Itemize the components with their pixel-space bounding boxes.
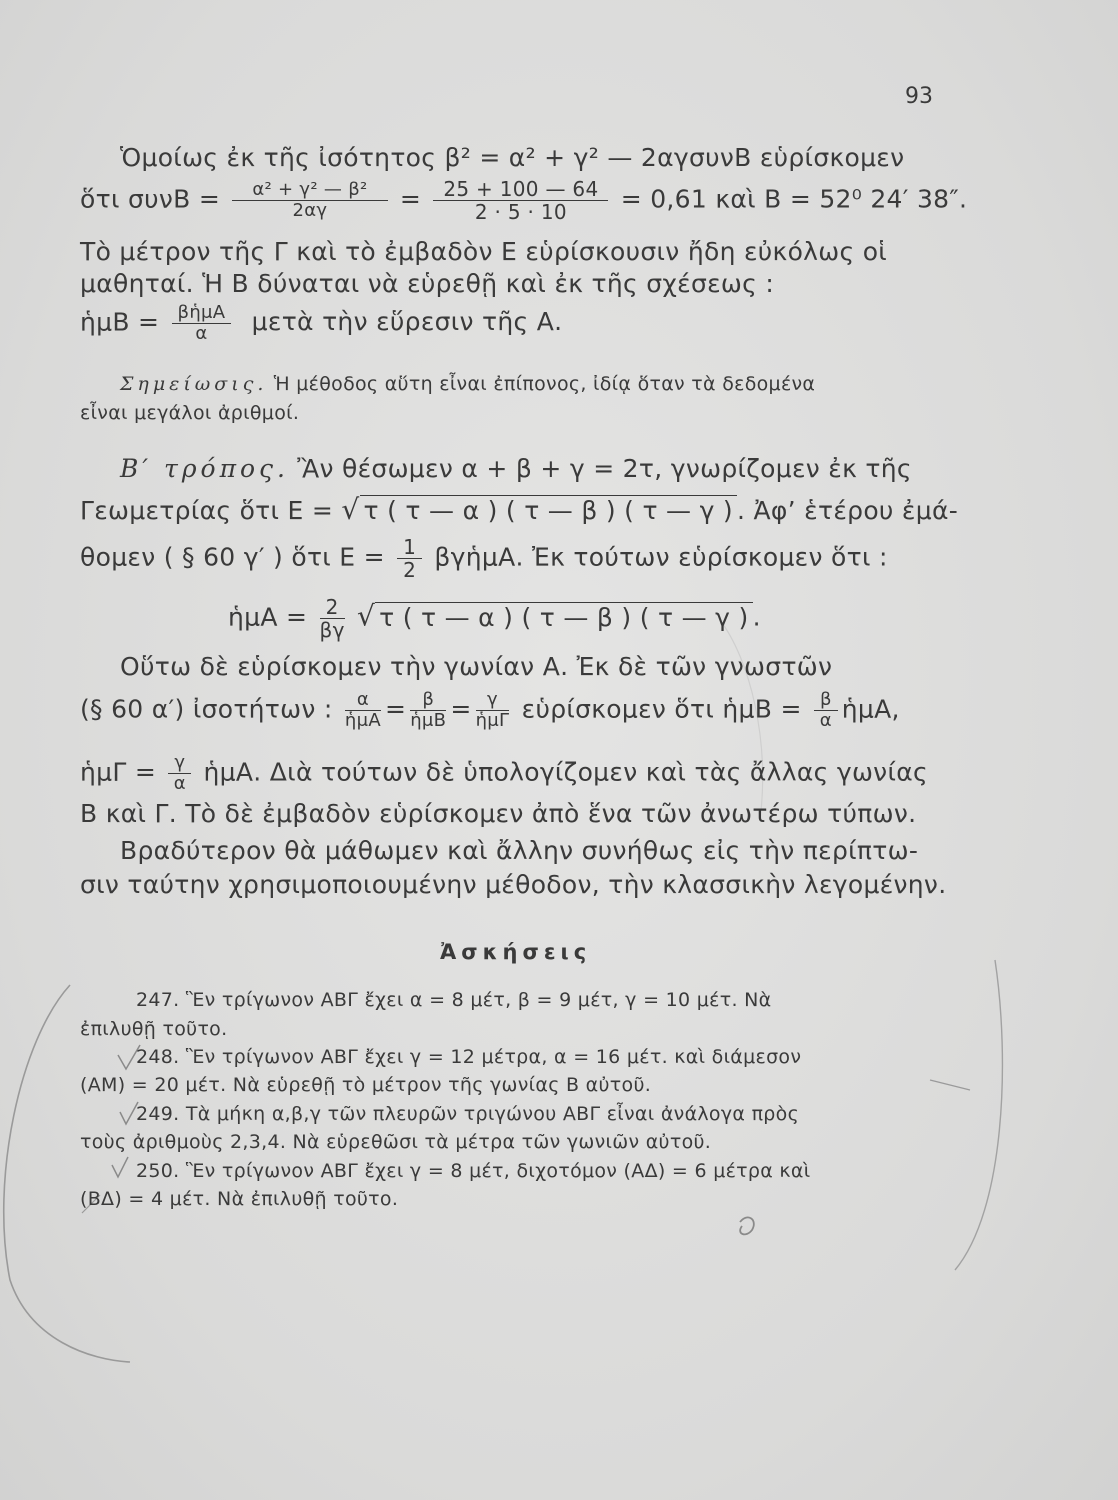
text-segment: = [399,184,422,214]
fraction-denominator: ἡμΓ [475,709,510,731]
fraction [476,690,510,731]
text-line: μαθηταί. Ἡ Β δύναται νὰ εὑρεθῇ καὶ ἐκ τῆς σχέσεως : [80,269,775,298]
text-segment: θομεν ( § 60 γ′ ) ὅτι Ε = [80,542,385,572]
exercise-line: 248. Ἓν τρίγωνον ΑΒΓ ἔχει γ = 12 μέτρα, α = 16 μέτ. καὶ διάμεσον [136,1046,802,1068]
fraction-denominator: ἡμΒ [410,709,447,731]
text-line: Οὕτω δὲ εὑρίσκομεν τὴν γωνίαν Α. Ἐκ δὲ τῶν γνωστῶν [120,652,833,681]
fraction-numerator: 2 [320,596,345,619]
fraction-denominator: 2 [403,558,417,582]
fraction [320,596,345,641]
page-number: 93 [905,84,933,109]
fraction-numerator: 1 [397,536,422,559]
radicand: τ ( τ — α ) ( τ — β ) ( τ — γ ) [375,602,752,632]
fraction-numerator: α² + γ² — β² [232,180,387,201]
fraction-numerator: β [410,690,446,711]
text-segment: ἡμΑ, [841,694,900,724]
exercise-line: ἐπιλυθῇ τοῦτο. [80,1018,228,1040]
exercise-line: τοὺς ἀριθμοὺς 2,3,4. Νὰ εὑρεθῶσι τὰ μέτρα τῶν γωνιῶν αὐτοῦ. [80,1131,712,1153]
note-label: Σημείωσις. [120,373,268,395]
text-line: Β καὶ Γ. Τὸ δὲ ἐμβαδὸν εὑρίσκομεν ἀπὸ ἕνα τῶν ἀνωτέρω τύπων. [80,799,917,828]
text-segment: βγἡμΑ. Ἐκ τούτων εὑρίσκομεν ὅτι : [434,542,888,572]
text-line: Τὸ μέτρον τῆς Γ καὶ τὸ ἐμβαδὸν Ε εὑρίσκουσιν ἤδη εὐκόλως οἱ [80,237,888,266]
fraction [232,180,387,221]
exercise-line: 250. Ἓν τρίγωνον ΑΒΓ ἔχει γ = 8 μέτ, διχοτόμον (ΑΔ) = 6 μέτρα καὶ [136,1160,811,1182]
fraction-denominator: 2αγ [292,200,328,221]
sqrt-icon: √ [356,599,376,633]
fraction-denominator: ἡμΑ [344,709,381,731]
text-segment: ἡμΑ. Διὰ τούτων δὲ ὑπολογίζομεν καὶ τὰς ἄλλας γωνίας [203,757,928,787]
fraction-numerator: α [345,690,381,711]
exercise-line: 249. Τὰ μήκη α,β,γ τῶν πλευρῶν τριγώνου ΑΒΓ εἶναι ἀνάλογα πρὸς [136,1103,800,1125]
exercise-line: 247. Ἓν τρίγωνον ΑΒΓ ἔχει α = 8 μέτ, β = 9 μέτ, γ = 10 μέτ. Νὰ [136,989,772,1011]
text-segment: Ἂν θέσωμεν α + β + γ = 2τ, γνωρίζομεν ἐκ τῆς [297,454,912,483]
exercise-line: (ΑΜ) = 20 μέτ. Νὰ εὑρεθῇ τὸ μέτρον τῆς γωνίας Β αὐτοῦ. [80,1074,652,1096]
fraction-denominator: α [195,322,208,344]
text-segment: = 0,61 καὶ Β = 52⁰ 24′ 38″. [620,184,968,214]
fraction-numerator: γ [168,753,191,774]
formula-line: (§ 60 α′) ἰσοτήτων : $\frac{\alpha}{\text{ἡμΑ}}$ = $\frac{\beta}{\text{ἡμΒ}}$ = $\frac{\gamma}{\text{ἡμΓ}}$ εὑρίσκομεν ὅτι ἡμΒ = $\frac{\beta}{\alpha}$ ἡμΑ, [80,689,900,731]
text-segment: εὑρίσκομεν ὅτι ἡμΒ = [521,694,802,724]
text-line: σιν ταύτην χρησιμοποιουμένην μέθοδον, τὴν κλασσικὴν λεγομένην. [80,870,947,899]
fraction [172,303,232,344]
fraction-denominator: 2 · 5 · 10 [474,200,567,224]
text-line: εἶναι μεγάλοι ἀριθμοί. [80,402,300,424]
fraction [814,690,838,731]
sqrt-icon: √ [341,493,360,526]
fraction-numerator: βἡμΑ [172,303,232,324]
fraction-numerator: γ [476,690,510,711]
fraction [433,178,608,223]
fraction-numerator: 25 + 100 — 64 [433,178,608,201]
fraction-numerator: β [814,690,838,711]
exercise-line: (ΒΔ) = 4 μέτ. Νὰ ἐπιλυθῇ τοῦτο. [80,1188,399,1210]
note-line [120,373,815,395]
text-segment: Γεωμετρίας ὅτι Ε = [80,496,334,525]
text-segment: μετὰ τὴν εὕρεσιν τῆς Α. [251,307,563,337]
text-segment: (§ 60 α′) ἰσοτήτων : [80,694,333,724]
section-label: Β′ τρόπος. [120,454,290,483]
formula-line [80,536,888,581]
fraction [168,753,191,794]
text-segment: Ἡ μέθοδος αὕτη εἶναι ἐπίπονος, ἰδίᾳ ὅταν τὰ δεδομένα [273,373,816,395]
fraction [397,536,422,581]
exercises-heading: Ἀσκήσεις [440,940,592,964]
text-segment: . [752,602,761,632]
radicand: τ ( τ — α ) ( τ — β ) ( τ — γ ) [360,495,737,525]
formula-line [80,493,958,526]
text-segment: ἡμΓ = [80,757,157,787]
fraction-denominator: βγ [319,618,345,642]
text-segment: ἡμΑ = [228,602,308,632]
formula-line [80,178,967,223]
text-segment: . Ἀφ’ ἑτέρου ἐμά- [737,496,959,525]
text-line: Βραδύτερον θὰ μάθωμεν καὶ ἄλλην συνήθως εἰς τὴν περίπτω- [120,836,919,865]
fraction-denominator: α [819,709,832,731]
fraction-denominator: α [173,772,186,794]
fraction [410,690,446,731]
text-line [120,454,912,483]
display-equation [228,596,761,641]
text-segment: ὅτι συνΒ = [80,184,221,214]
formula-line [80,303,562,344]
text-line: Ὁμοίως ἐκ τῆς ἰσότητος β² = α² + γ² — 2αγσυνΒ εὑρίσκομεν [120,143,905,172]
fraction [345,690,381,731]
formula-line [80,753,928,794]
text-segment: ἡμΒ = [80,307,160,337]
